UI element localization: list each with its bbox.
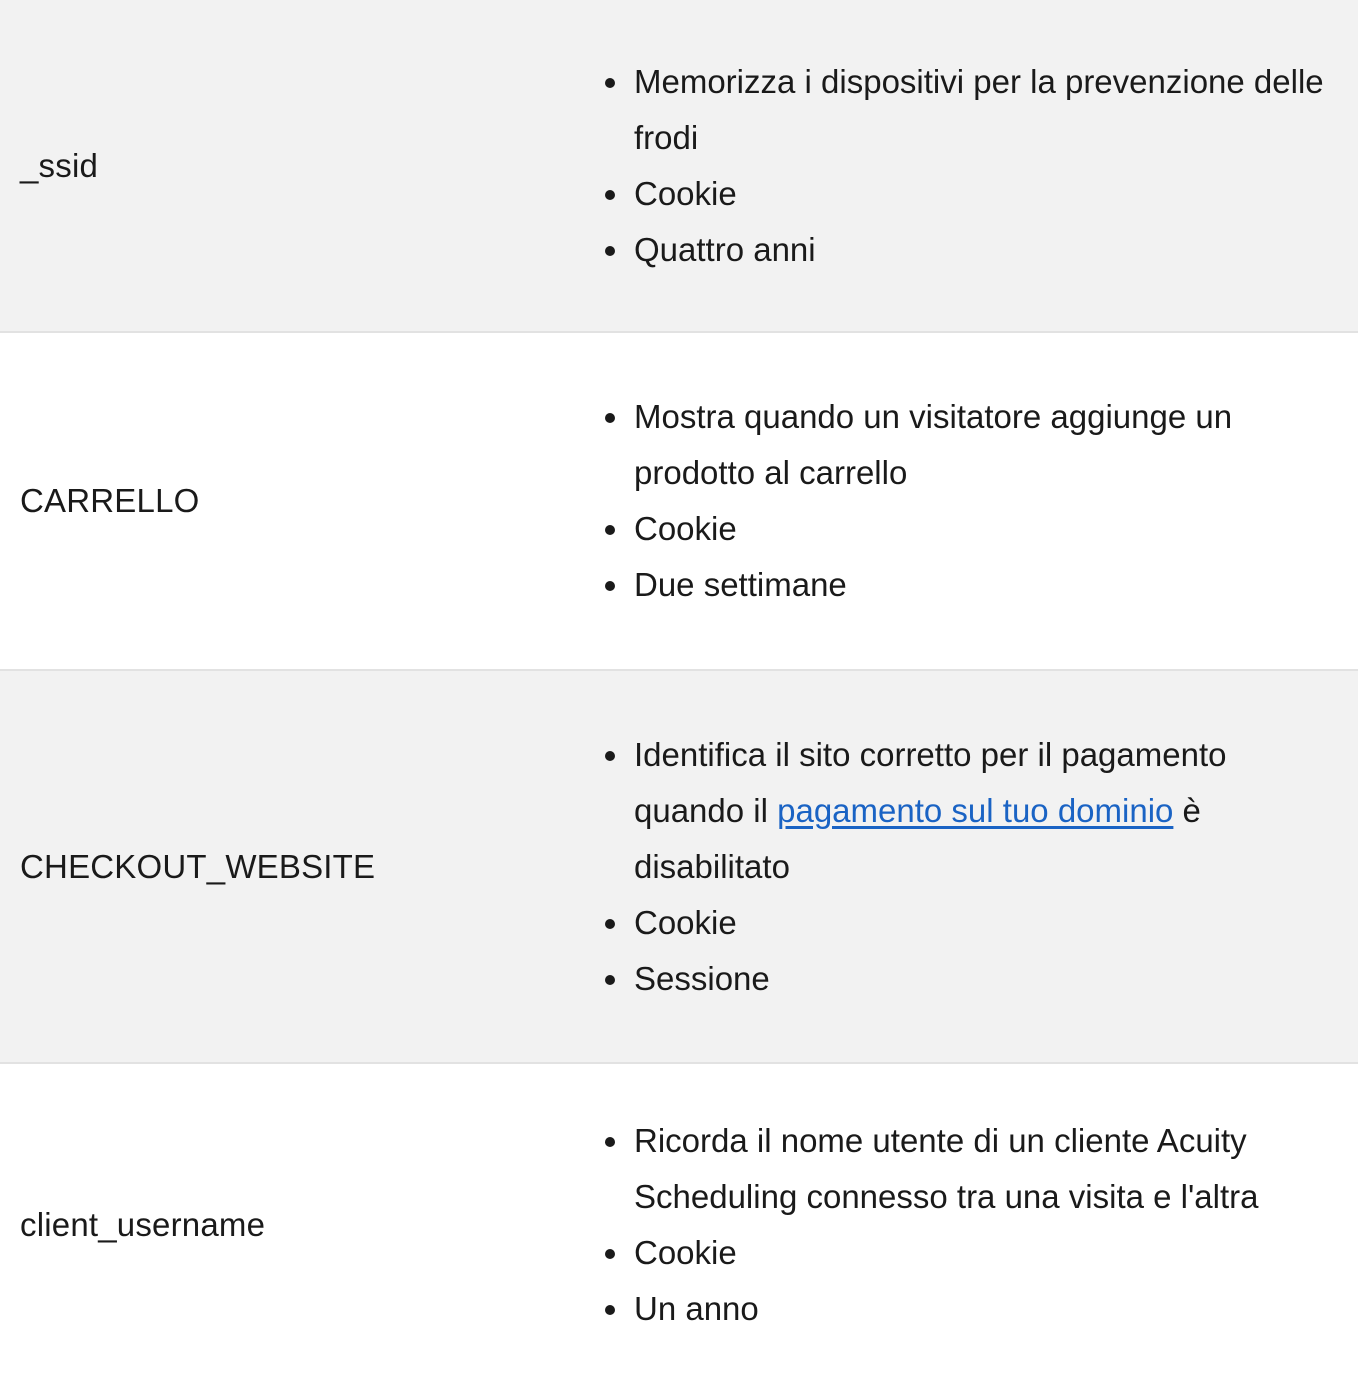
- detail-list: [600, 389, 1328, 613]
- detail-list: [600, 727, 1328, 1007]
- purpose-text-before: Identifica il sito corretto per il pagamento quando il: [634, 735, 1227, 829]
- cookie-type: Cookie: [634, 895, 1328, 951]
- cookie-type: Cookie: [634, 166, 1328, 222]
- cookie-type: Cookie: [634, 1225, 1328, 1281]
- cookie-name: CARRELLO: [20, 482, 200, 519]
- cookie-details: [600, 389, 1358, 613]
- purpose-text-after: è disabilitato: [634, 791, 1201, 885]
- cookie-name: _ssid: [20, 146, 99, 184]
- cookie-purpose: Ricorda il nome utente di un cliente Acuity Scheduling connesso tra una visita e l'altra: [634, 1113, 1328, 1225]
- cookie-duration: Un anno: [634, 1281, 1328, 1337]
- checkout-domain-link[interactable]: pagamento sul tuo dominio: [777, 791, 1174, 829]
- cookie-purpose: Mostra quando un visitatore aggiunge un prodotto al carrello: [634, 389, 1328, 501]
- cookie-duration: Sessione: [634, 951, 1328, 1007]
- detail-list: [600, 54, 1328, 278]
- cookie-duration: Quattro anni: [634, 222, 1328, 278]
- table-row: [0, 671, 1358, 1064]
- cookie-details: [600, 54, 1358, 278]
- cookie-duration: Due settimane: [634, 557, 1328, 613]
- cookie-details: [600, 727, 1358, 1007]
- cookie-name: CHECKOUT_WEBSITE: [20, 847, 376, 885]
- cookie-name: client_username: [20, 1206, 266, 1243]
- table-row: [0, 1064, 1358, 1386]
- cookie-type: Cookie: [634, 501, 1328, 557]
- table-row: [0, 0, 1358, 333]
- table-row: [0, 333, 1358, 671]
- cookie-details: [600, 1113, 1358, 1337]
- cookie-purpose: [634, 727, 1328, 895]
- detail-list: [600, 1113, 1328, 1337]
- cookie-purpose: Memorizza i dispositivi per la prevenzione delle frodi: [634, 54, 1328, 166]
